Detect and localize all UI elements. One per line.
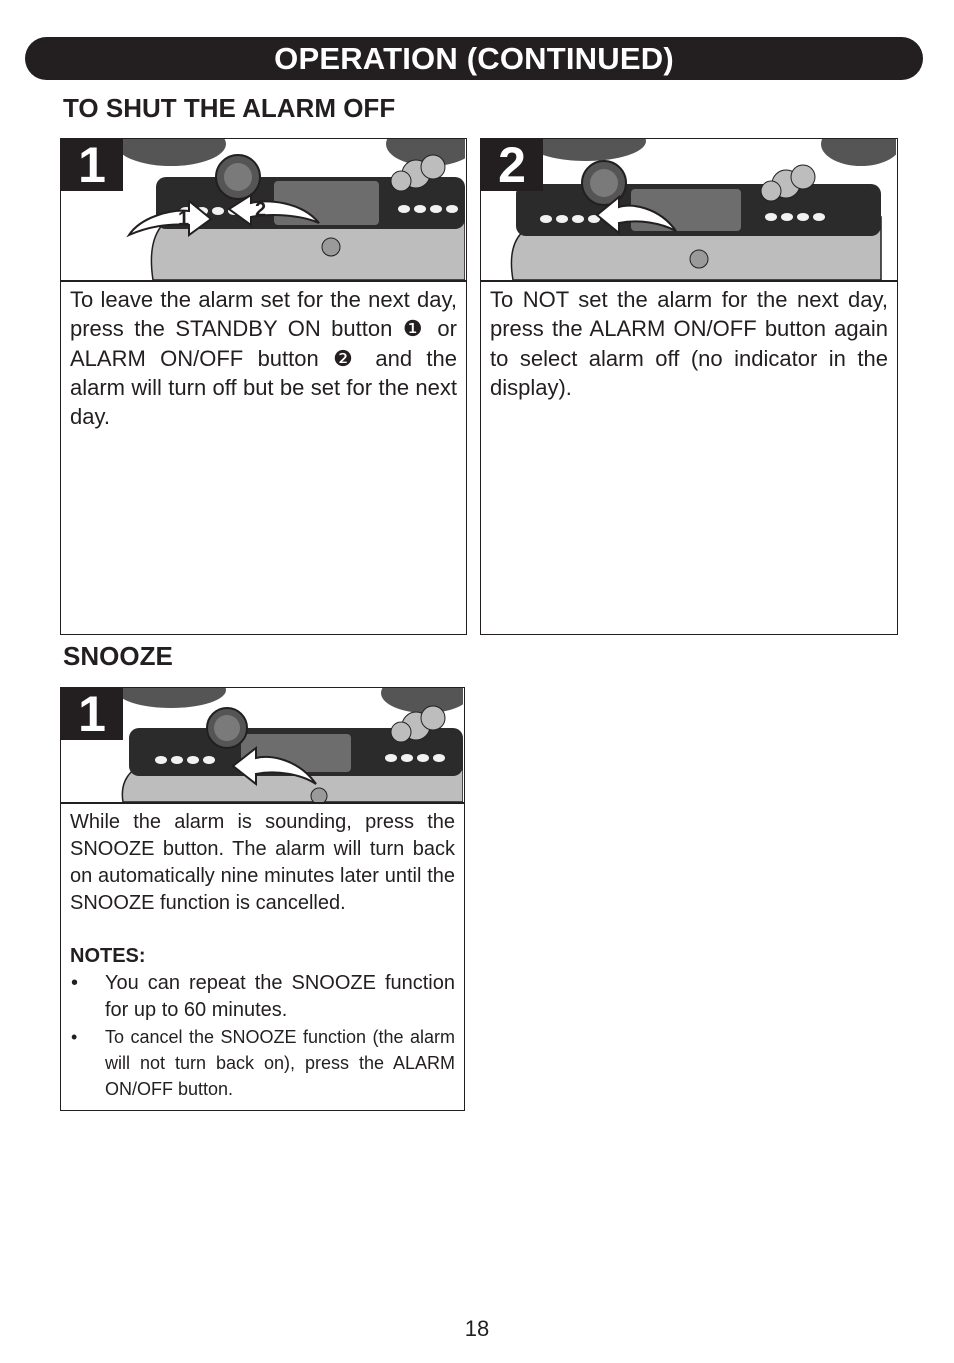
page-number: 18 [464,1316,490,1341]
bullet-icon: • [71,972,79,994]
snooze-instructions [70,809,455,1102]
step-instructions: To NOT set the alarm for the next day, press the ALARM ON/OFF button again to select alarm off (no indicator in the display). [490,287,888,400]
instruction-text: or ALARM ON/OFF button [70,316,457,371]
step-number: 2 [481,139,543,191]
heading-snooze: SNOOZE [63,641,173,671]
arrow-label-1: 1 [178,208,190,230]
clock-illustration [61,688,464,804]
step-panel-1 [60,138,467,635]
note-item [70,1024,455,1102]
clock-illustration [481,139,897,282]
banner-title: OPERATION (CONTINUED) [274,40,674,76]
circled-1-icon: ❶ [402,316,427,342]
note-text: To cancel the SNOOZE function (the alarm will not turn back on), press the ALARM ON/OFF button. [105,1027,455,1099]
step-instructions [70,285,457,431]
step-panel-2 [480,138,898,635]
notes-heading: NOTES: [70,945,146,967]
clock-illustration [61,139,466,282]
snooze-text: While the alarm is sounding, press the SNOOZE button. The alarm will turn back on automatically nine minutes later until the SNOOZE function is cancelled. [70,811,455,914]
note-text: You can repeat the SNOOZE function for up to 60 minutes. [105,972,455,1021]
step-number: 1 [61,139,123,191]
instruction-text: To leave the alarm set for the next day, press the STANDBY ON button [70,287,457,342]
arrow-label-2: 2 [255,199,267,221]
bullet-icon: • [71,1027,78,1047]
section-banner [25,37,923,80]
snooze-panel [60,687,465,1111]
heading-shut-alarm-off: TO SHUT THE ALARM OFF [63,93,396,123]
circled-2-icon: ❷ [333,345,362,371]
instruction-text: and the alarm will turn off but be set for the next day. [70,345,457,430]
note-item [70,970,455,1024]
step-number: 1 [61,688,123,740]
